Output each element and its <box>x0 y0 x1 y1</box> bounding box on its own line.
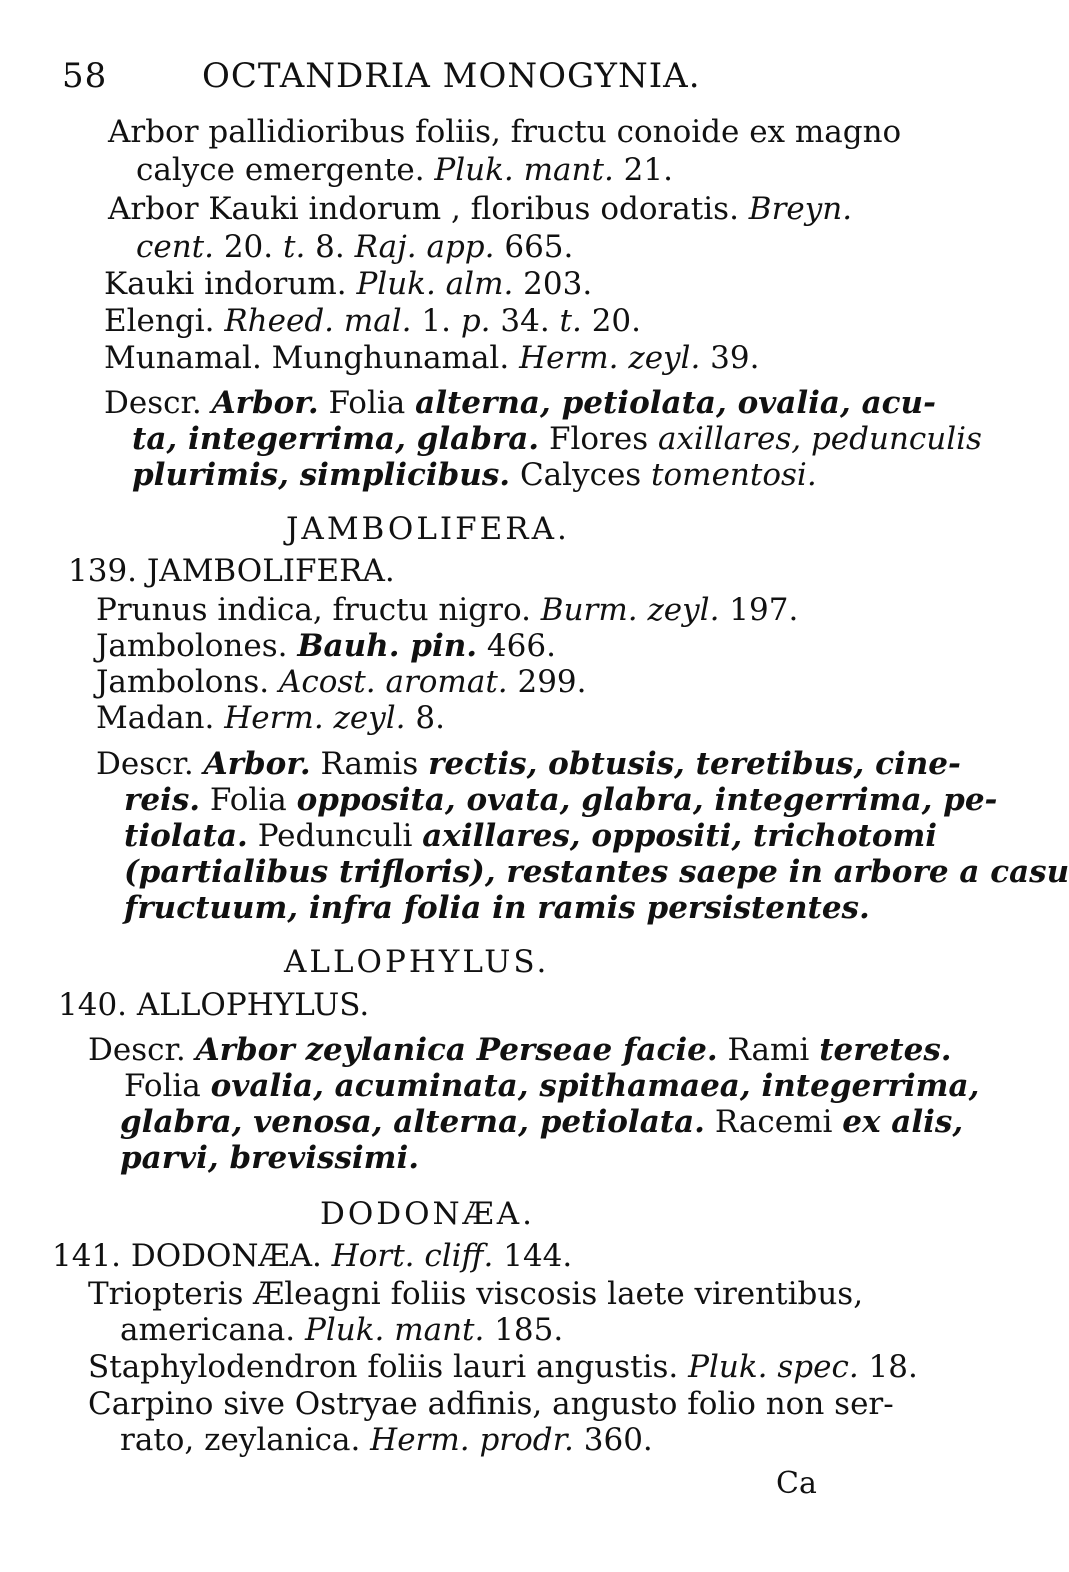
genus-heading: DODONÆA. <box>320 1196 535 1232</box>
genus-heading: JAMBOLIFERA. <box>286 511 570 547</box>
text-line: Elengi. Rheed. mal. 1. p. 34. t. 20. <box>104 303 642 339</box>
text-line: Prunus indica, fructu nigro. Burm. zeyl. 197. <box>96 592 799 628</box>
text-line: Madan. Herm. zeyl. 8. <box>96 700 445 736</box>
description-line: parvi, brevissimi. <box>120 1140 420 1176</box>
genus-entry-title: 140. ALLOPHYLUS. <box>58 987 370 1023</box>
text-line: Staphylodendron foliis lauri angustis. Pluk. spec. 18. <box>88 1349 918 1385</box>
genus-entry-title: 139. JAMBOLIFERA. <box>68 553 395 589</box>
running-title: OCTANDRIA MONOGYNIA. <box>202 56 701 96</box>
genus-heading: ALLOPHYLUS. <box>284 944 550 980</box>
text-line: americana. Pluk. mant. 185. <box>120 1312 564 1348</box>
description-line: plurimis, simplicibus. Calyces tomentosi. <box>132 457 817 493</box>
description-line: Descr. Arbor zeylanica Perseae facie. Rami teretes. <box>88 1032 952 1068</box>
text-line: calyce emergente. Pluk. mant. 21. <box>136 152 673 188</box>
description-line: tiolata. Pedunculi axillares, oppositi, trichotomi <box>124 818 938 854</box>
text-line: cent. 20. t. 8. Raj. app. 665. <box>136 229 574 265</box>
description-line: (partialibus trifloris), restantes saepe in arbore a casu <box>124 854 1069 890</box>
text-line: Arbor Kauki indorum , floribus odoratis. Breyn. <box>108 191 853 227</box>
catchword: Ca <box>776 1466 817 1501</box>
text-line: Jambolones. Bauh. pin. 466. <box>96 628 556 664</box>
description-line: Descr. Arbor. Ramis rectis, obtusis, teretibus, cine- <box>96 746 961 782</box>
description-line: reis. Folia opposita, ovata, glabra, integerrima, pe- <box>124 782 998 818</box>
genus-entry-title: 141. DODONÆA. Hort. cliff. 144. <box>52 1238 573 1274</box>
description-line: ta, integerrima, glabra. Flores axillares, pedunculis <box>132 421 982 457</box>
text-line: Kauki indorum. Pluk. alm. 203. <box>104 266 593 302</box>
description-line: fructuum, infra folia in ramis persistentes. <box>124 890 870 926</box>
text-line: rato, zeylanica. Herm. prodr. 360. <box>120 1422 653 1458</box>
description-line: Folia ovalia, acuminata, spithamaea, integerrima, <box>124 1068 980 1104</box>
text-line: Arbor pallidioribus foliis, fructu conoide ex magno <box>108 114 902 150</box>
text-line: Munamal. Munghunamal. Herm. zeyl. 39. <box>104 340 760 376</box>
description-line: glabra, venosa, alterna, petiolata. Racemi ex alis, <box>120 1104 964 1140</box>
text-line: Jambolons. Acost. aromat. 299. <box>96 664 587 700</box>
description-line: Descr. Arbor. Folia alterna, petiolata, ovalia, acu- <box>104 385 936 421</box>
text-line: Carpino sive Ostryae adfinis, angusto folio non ser- <box>88 1386 894 1422</box>
text-line: Triopteris Æleagni foliis viscosis laete virentibus, <box>88 1276 864 1312</box>
page-number: 58 <box>62 56 108 96</box>
